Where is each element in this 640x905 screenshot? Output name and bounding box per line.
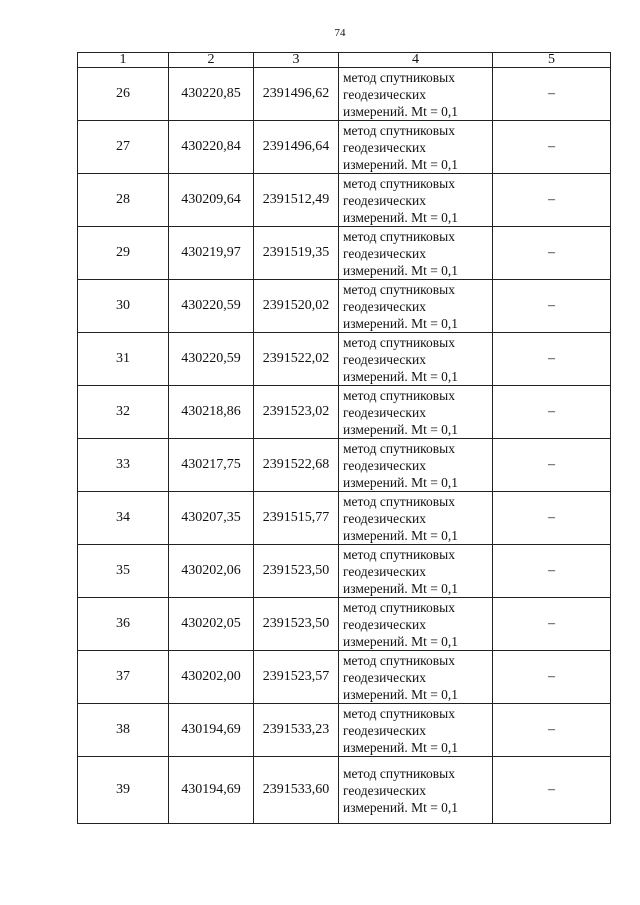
- point-number-cell: 29: [78, 227, 169, 280]
- method-line-1: метод спутниковых: [343, 493, 455, 509]
- table-body: [78, 68, 611, 824]
- table-row: [78, 68, 611, 121]
- method-cell: [339, 704, 493, 757]
- x-coordinate-cell: 430220,85: [169, 68, 254, 121]
- method-line-1: метод спутниковых: [343, 652, 455, 668]
- description-cell: –: [493, 333, 611, 386]
- method-cell: [339, 280, 493, 333]
- point-number-cell: 30: [78, 280, 169, 333]
- method-line-1: метод спутниковых: [343, 765, 455, 781]
- table-header: [78, 53, 611, 68]
- method-line-3: измерений. Mt = 0,1: [343, 580, 459, 596]
- point-number-cell: 35: [78, 545, 169, 598]
- y-coordinate-cell: 2391523,57: [254, 651, 339, 704]
- method-line-3: измерений. Mt = 0,1: [343, 799, 459, 815]
- point-number-cell: 37: [78, 651, 169, 704]
- y-coordinate-cell: 2391523,50: [254, 545, 339, 598]
- method-line-2: геодезических: [343, 722, 426, 738]
- description-cell: –: [493, 439, 611, 492]
- table-row: [78, 280, 611, 333]
- table-row: [78, 174, 611, 227]
- method-line-1: метод спутниковых: [343, 281, 455, 297]
- y-coordinate-cell: 2391523,50: [254, 598, 339, 651]
- method-line-1: метод спутниковых: [343, 122, 455, 138]
- y-coordinate-cell: 2391519,35: [254, 227, 339, 280]
- method-line-3: измерений. Mt = 0,1: [343, 156, 459, 172]
- method-line-3: измерений. Mt = 0,1: [343, 739, 459, 755]
- x-coordinate-cell: 430209,64: [169, 174, 254, 227]
- x-coordinate-cell: 430194,69: [169, 704, 254, 757]
- method-line-3: измерений. Mt = 0,1: [343, 633, 459, 649]
- description-cell: –: [493, 598, 611, 651]
- table-row: [78, 492, 611, 545]
- method-line-3: измерений. Mt = 0,1: [343, 368, 459, 384]
- method-line-3: измерений. Mt = 0,1: [343, 474, 459, 490]
- table-row: [78, 545, 611, 598]
- method-line-2: геодезических: [343, 192, 426, 208]
- method-line-2: геодезических: [343, 616, 426, 632]
- method-cell: [339, 492, 493, 545]
- coordinates-table: [77, 52, 611, 824]
- description-cell: –: [493, 386, 611, 439]
- point-number-cell: 38: [78, 704, 169, 757]
- method-line-1: метод спутниковых: [343, 440, 455, 456]
- method-line-1: метод спутниковых: [343, 599, 455, 615]
- point-number-cell: 33: [78, 439, 169, 492]
- y-coordinate-cell: 2391496,62: [254, 68, 339, 121]
- header-cell-4: 4: [339, 53, 493, 68]
- description-cell: –: [493, 68, 611, 121]
- table-row: [78, 598, 611, 651]
- method-line-2: геодезических: [343, 245, 426, 261]
- method-line-2: геодезических: [343, 351, 426, 367]
- table-row: [78, 121, 611, 174]
- description-cell: –: [493, 492, 611, 545]
- method-line-3: измерений. Mt = 0,1: [343, 103, 459, 119]
- method-line-3: измерений. Mt = 0,1: [343, 686, 459, 702]
- method-line-2: геодезических: [343, 669, 426, 685]
- table-row: [78, 386, 611, 439]
- method-line-1: метод спутниковых: [343, 175, 455, 191]
- table-row: [78, 227, 611, 280]
- y-coordinate-cell: 2391512,49: [254, 174, 339, 227]
- x-coordinate-cell: 430219,97: [169, 227, 254, 280]
- y-coordinate-cell: 2391496,64: [254, 121, 339, 174]
- description-cell: –: [493, 704, 611, 757]
- description-cell: –: [493, 757, 611, 824]
- method-line-1: метод спутниковых: [343, 387, 455, 403]
- method-line-2: геодезических: [343, 782, 426, 798]
- method-line-3: измерений. Mt = 0,1: [343, 315, 459, 331]
- description-cell: –: [493, 174, 611, 227]
- description-cell: –: [493, 545, 611, 598]
- table-row: [78, 651, 611, 704]
- table-row: [78, 439, 611, 492]
- description-cell: –: [493, 227, 611, 280]
- method-line-1: метод спутниковых: [343, 228, 455, 244]
- method-cell: [339, 68, 493, 121]
- method-line-3: измерений. Mt = 0,1: [343, 421, 459, 437]
- x-coordinate-cell: 430207,35: [169, 492, 254, 545]
- method-cell: [339, 651, 493, 704]
- header-row: [78, 53, 611, 68]
- method-line-2: геодезических: [343, 563, 426, 579]
- y-coordinate-cell: 2391522,68: [254, 439, 339, 492]
- method-line-3: измерений. Mt = 0,1: [343, 527, 459, 543]
- method-line-2: геодезических: [343, 298, 426, 314]
- point-number-cell: 39: [78, 757, 169, 824]
- method-cell: [339, 174, 493, 227]
- point-number-cell: 36: [78, 598, 169, 651]
- y-coordinate-cell: 2391533,23: [254, 704, 339, 757]
- x-coordinate-cell: 430220,59: [169, 333, 254, 386]
- method-line-1: метод спутниковых: [343, 705, 455, 721]
- point-number-cell: 34: [78, 492, 169, 545]
- x-coordinate-cell: 430194,69: [169, 757, 254, 824]
- method-line-2: геодезических: [343, 510, 426, 526]
- method-cell: [339, 333, 493, 386]
- x-coordinate-cell: 430202,00: [169, 651, 254, 704]
- method-line-2: геодезических: [343, 139, 426, 155]
- method-line-2: геодезических: [343, 86, 426, 102]
- description-cell: –: [493, 651, 611, 704]
- x-coordinate-cell: 430218,86: [169, 386, 254, 439]
- y-coordinate-cell: 2391533,60: [254, 757, 339, 824]
- header-cell-2: 2: [169, 53, 254, 68]
- method-cell: [339, 545, 493, 598]
- method-line-1: метод спутниковых: [343, 546, 455, 562]
- point-number-cell: 26: [78, 68, 169, 121]
- x-coordinate-cell: 430202,05: [169, 598, 254, 651]
- method-cell: [339, 439, 493, 492]
- description-cell: –: [493, 121, 611, 174]
- table-row: [78, 333, 611, 386]
- y-coordinate-cell: 2391522,02: [254, 333, 339, 386]
- method-line-1: метод спутниковых: [343, 69, 455, 85]
- page-number: 74: [334, 27, 346, 39]
- y-coordinate-cell: 2391523,02: [254, 386, 339, 439]
- method-cell: [339, 757, 493, 824]
- x-coordinate-cell: 430220,59: [169, 280, 254, 333]
- method-line-1: метод спутниковых: [343, 334, 455, 350]
- method-cell: [339, 598, 493, 651]
- description-cell: –: [493, 280, 611, 333]
- method-line-2: геодезических: [343, 404, 426, 420]
- point-number-cell: 27: [78, 121, 169, 174]
- point-number-cell: 28: [78, 174, 169, 227]
- header-cell-3: 3: [254, 53, 339, 68]
- table-row: [78, 704, 611, 757]
- x-coordinate-cell: 430220,84: [169, 121, 254, 174]
- y-coordinate-cell: 2391520,02: [254, 280, 339, 333]
- header-cell-5: 5: [493, 53, 611, 68]
- header-cell-1: 1: [78, 53, 169, 68]
- method-cell: [339, 227, 493, 280]
- x-coordinate-cell: 430202,06: [169, 545, 254, 598]
- method-line-3: измерений. Mt = 0,1: [343, 209, 459, 225]
- point-number-cell: 32: [78, 386, 169, 439]
- table-row: [78, 757, 611, 824]
- point-number-cell: 31: [78, 333, 169, 386]
- method-line-2: геодезических: [343, 457, 426, 473]
- x-coordinate-cell: 430217,75: [169, 439, 254, 492]
- method-cell: [339, 386, 493, 439]
- y-coordinate-cell: 2391515,77: [254, 492, 339, 545]
- method-cell: [339, 121, 493, 174]
- method-line-3: измерений. Mt = 0,1: [343, 262, 459, 278]
